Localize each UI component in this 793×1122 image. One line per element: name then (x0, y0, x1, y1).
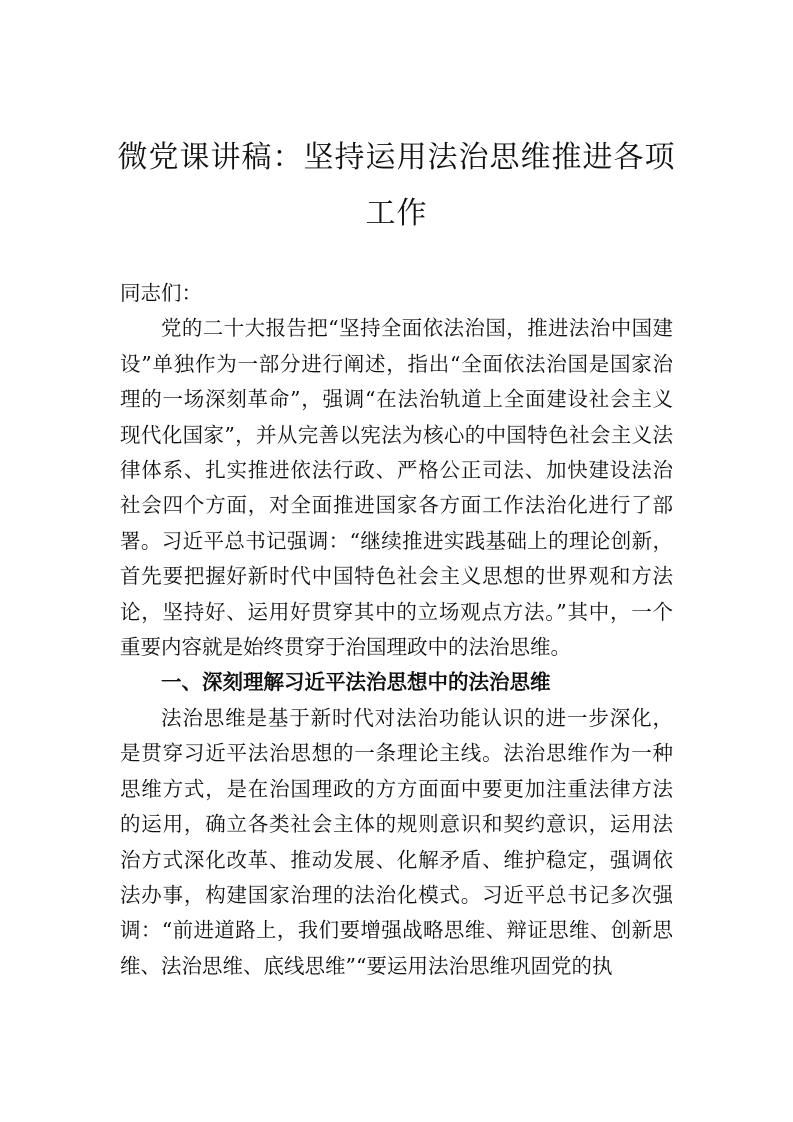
document-title: 微党课讲稿：坚持运用法治思维推进各项工作 (117, 140, 676, 231)
paragraph: 法治思维是基于新时代对法治功能认识的进一步深化，是贯穿习近平法治思想的一条理论主线。法治思维作为一种思维方式，是在治国理政的方方面面中要更加注重法律方法的运用，确立各类社会主体的规则意识和契约意识，运用法治方式深化改革、推动发展、化解矛盾、维护稳定，强调依法办事，构建国家治理的法治化模式。习近平总书记多次强调：“前进道路上，我们要增强战略思维、辩证思维、创新思维、法治思维、底线思维”“要运用法治思维巩固党的执 (120, 705, 673, 978)
paragraph: 党的二十大报告把“坚持全面依法治国，推进法治中国建设”单独作为一部分进行阐述，指出“全面依法治国是国家治理的一场深刻革命”，强调“在法治轨道上全面建设社会主义现代化国家”，并从完善以宪法为核心的中国特色社会主义法律体系、扎实推进依法行政、严格公正司法、加快建设法治社会四个方面，对全面推进国家各方面工作法治化进行了部署。习近平总书记强调：“继续推进实践基础上的理论创新，首先要把握好新时代中国特色社会主义思想的世界观和方法论，坚持好、运用好贯穿其中的立场观点方法。”其中，一个重要内容就是始终贯穿于治国理政中的法治思维。 (120, 316, 673, 660)
section-heading: 一、深刻理解习近平法治思想中的法治思维 (161, 670, 551, 695)
document-body (120, 276, 673, 984)
salutation: 同志们： (120, 281, 202, 305)
